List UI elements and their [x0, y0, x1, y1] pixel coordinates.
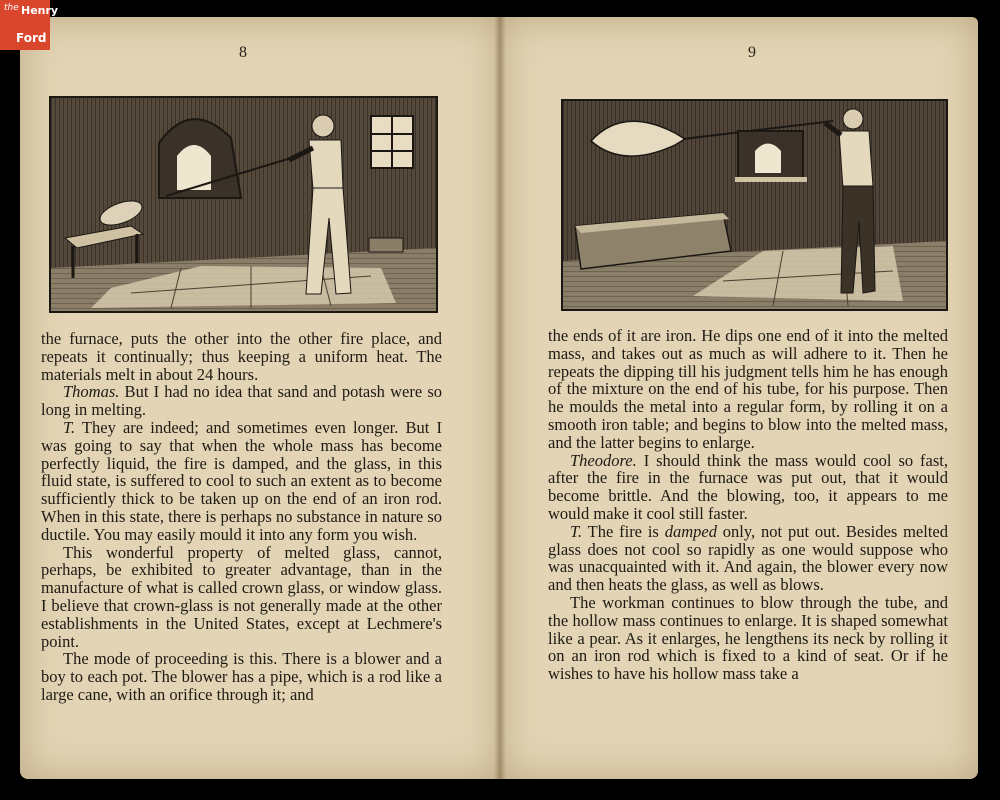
left-paragraph-5-text: The mode of proceeding is this. There is a blower and a boy to each pot. The blower has a pipe, which is a rod like a large cane, with an orifice through it; and: [41, 649, 442, 704]
right-paragraph-3: [548, 523, 948, 594]
right-paragraph-2: [548, 452, 948, 523]
speaker-name: T.: [63, 417, 76, 437]
right-paragraph-1-text: the ends of it are iron. He dips one end of it into the melted mass, and takes out as much as will adhere to it. Then he repeats the dipping till his judgment tells him he has enough of the mixture on the end of his tube, for his purpose. Then he moulds the metal into a regular form, by rolling it on a smooth iron table; and begins to blow into the melted mass, and the latter begins to enlarge.: [548, 326, 948, 452]
right-paragraph-3-text: The fire is: [582, 521, 665, 541]
emphasis-word: damped: [664, 521, 717, 541]
speaker-name: T.: [570, 521, 583, 541]
glass-blower-engraving: [563, 101, 946, 309]
right-paragraph-4-text: The workman continues to blow through the tube, and the hollow mass continues to enlarge. It is shaped somewhat like a pear. As it enlarges, he lengthens its neck by rolling it on an iron rod which is fixed to a kind of seat. Or if he wishes to have his hollow mass take a: [548, 592, 948, 684]
left-paragraph-3-text: They are indeed; and sometimes even longer. But I was going to say that when the whole mass has become perfectly liquid, the fire is damped, and the glass, in this fluid state, is suffered to cool to such an extent as to become sufficiently thick to be taken up on the end of an iron rod. When in this state, there is perhaps no substance in nature so ductile. You may easily mould it into any form you wish.: [41, 417, 442, 544]
logo-henry: Henry: [21, 4, 59, 17]
book-gutter: [494, 17, 506, 779]
furnace-worker-engraving: [51, 98, 436, 311]
left-paragraph-5: [41, 650, 442, 703]
left-paragraph-1-text: the furnace, puts the other into the other fire place, and repeats it continually; thus keeping a uniform heat. The materials melt in about 24 hours.: [41, 329, 442, 384]
left-page-text: [41, 330, 442, 704]
left-paragraph-2-text: But I had no idea that sand and potash were so long in melting.: [41, 382, 442, 420]
left-paragraph-2: [41, 383, 442, 419]
right-page-text: [548, 327, 948, 683]
left-engraving-illustration: [49, 96, 438, 313]
left-paragraph-4: [41, 544, 442, 651]
right-engraving-illustration: [561, 99, 948, 311]
right-paragraph-3-tail: only, not put out. Besides melted glass does not cool so rapidly as one would suppose who was unacquainted with it. And again, the blower every now and then heats the glass, as well as blows.: [548, 521, 948, 595]
logo-ford: Ford: [16, 31, 47, 45]
speaker-name: Thomas.: [63, 382, 120, 402]
right-paragraph-2-text: I should think the mass would cool so fast, after the fire in the furnace was put out, that it would become brittle. And the blowing, too, it appears to me would make it cool still faster.: [548, 450, 948, 523]
left-paragraph-4-text: This wonderful property of melted glass, cannot, perhaps, be exhibited to greater advantage, than in the manufacture of what is called crown glass, or window glass. I believe that crown-glass is not generally made at the other establishments in the United States, except at Lechmere's point.: [41, 542, 442, 651]
left-page-number: 8: [239, 44, 247, 61]
left-paragraph-1: [41, 330, 442, 383]
logo-the: the: [4, 3, 19, 13]
henry-ford-logo: [0, 0, 59, 50]
right-page-number: 9: [748, 44, 756, 61]
right-paragraph-4: [548, 594, 948, 683]
speaker-name: Theodore.: [570, 450, 637, 470]
left-paragraph-3: [41, 419, 442, 544]
right-paragraph-1: [548, 327, 948, 452]
